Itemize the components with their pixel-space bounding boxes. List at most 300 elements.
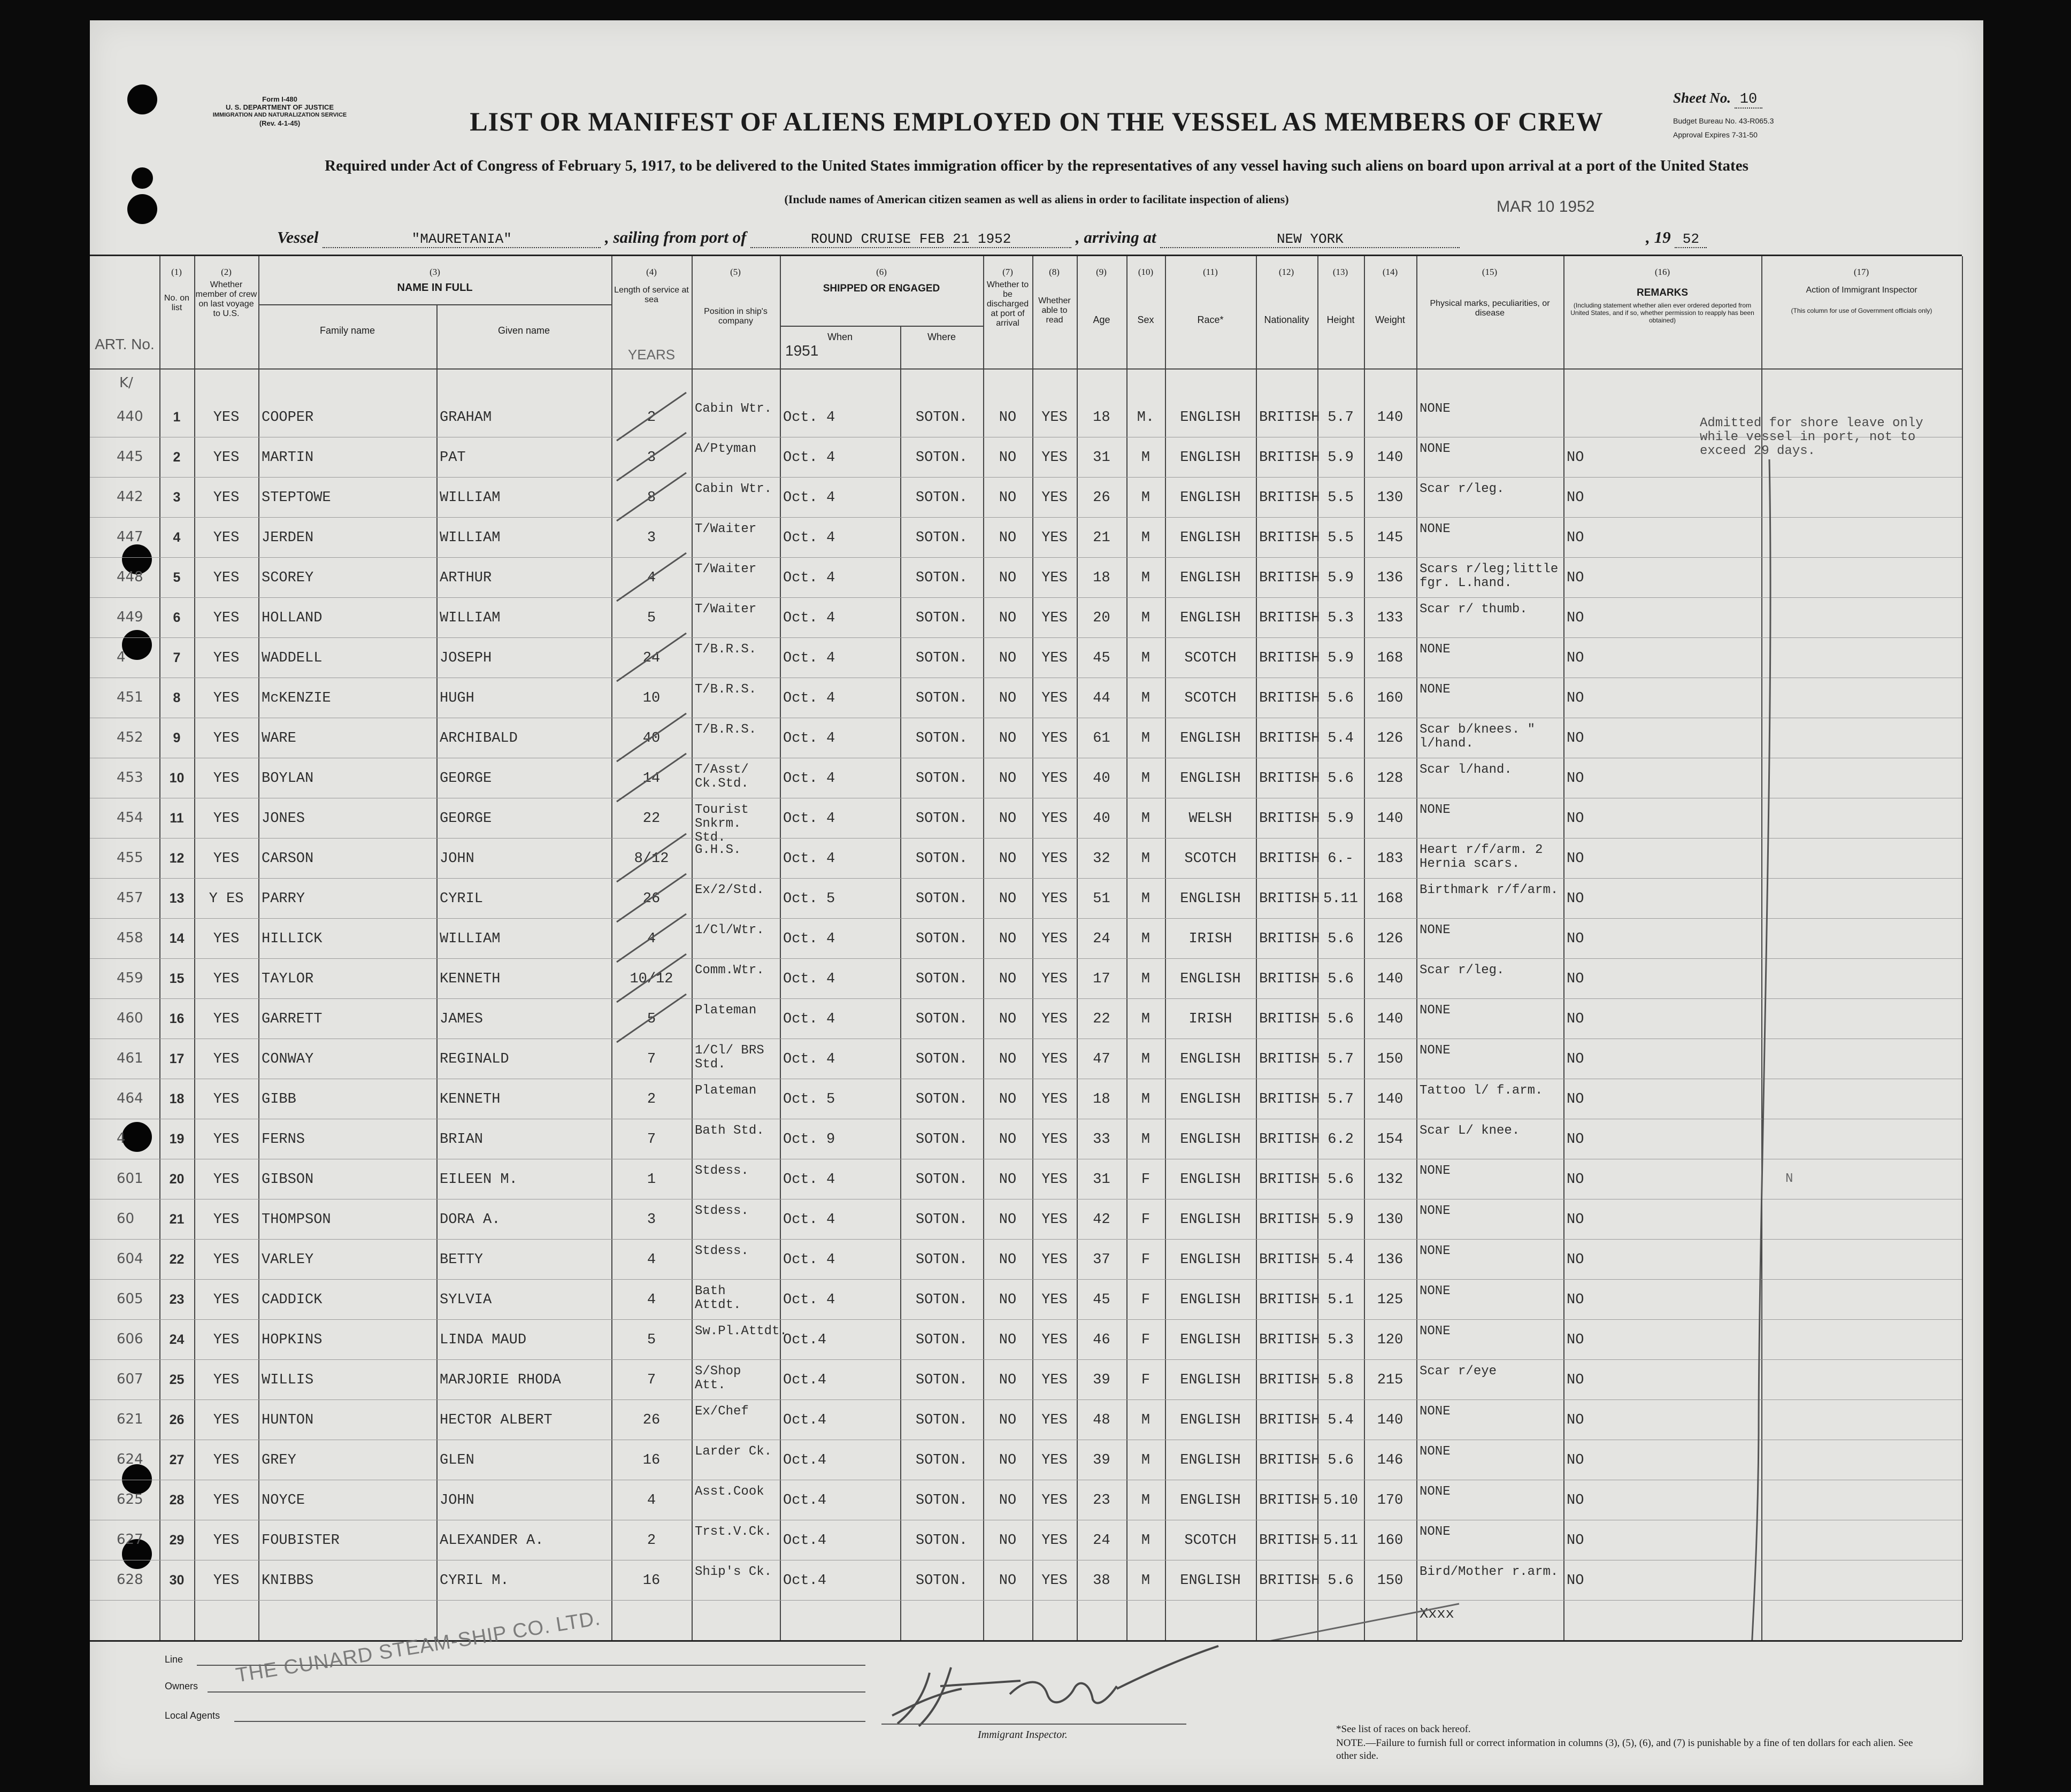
cell-age: 44 [1093,690,1110,706]
art-number: 440 [117,409,143,425]
cell-family: McKENZIE [262,690,331,706]
cell-service: 4 [647,931,656,947]
cell-no: 17 [169,1051,185,1066]
cell-sex: M [1141,771,1150,787]
table-row [90,1280,1962,1320]
cell-no: 28 [169,1493,185,1508]
cell-remarks: NO [1567,811,1584,827]
cell-sex: M [1141,1091,1150,1107]
column-header: Position in ship's company [704,307,768,326]
column-header: Length of service at sea [614,286,689,304]
cell-service: 4 [647,1292,656,1308]
cell-voy: YES [213,1172,240,1188]
cell-voy: YES [213,1332,240,1348]
cell-where: SOTON. [915,771,968,787]
cell-position: Larder Ck. [695,1444,772,1459]
cell-no: 18 [169,1091,185,1106]
cell-height: 5.9 [1328,450,1354,466]
table-row [90,919,1962,959]
cell-marks: Tattoo l/ f.arm. [1420,1083,1543,1098]
cell-nat: BRITISH [1259,1332,1320,1348]
column-number: (8) [1049,267,1060,277]
cell-sex: F [1141,1372,1150,1388]
column-number: (7) [1002,267,1013,277]
cell-marks: NONE [1420,402,1451,416]
cell-age: 38 [1093,1573,1110,1589]
column-header: When [827,332,853,342]
cell-age: 24 [1093,931,1110,947]
approval-expiry: Approval Expires 7-31-50 [1673,130,1758,139]
cell-age: 21 [1093,530,1110,546]
cell-height: 5.6 [1328,931,1354,947]
cell-where: SOTON. [915,851,968,867]
cell-remarks: NO [1567,771,1584,787]
cell-given: MARJORIE RHODA [440,1372,561,1388]
cell-marks: NONE [1420,1485,1451,1499]
cell-disch: NO [999,1452,1017,1468]
column-header: YEARS [627,347,676,363]
cell-sex: M [1141,1011,1150,1027]
art-number: 607 [117,1371,143,1387]
cell-read: YES [1041,1452,1068,1468]
cell-service: 8/12 [634,851,669,867]
cell-weight: 140 [1377,1412,1403,1428]
cell-read: YES [1041,851,1068,867]
table-row [90,1240,1962,1280]
cell-where: SOTON. [915,891,968,907]
manifest-sheet [90,20,1983,1785]
cell-read: YES [1041,1252,1068,1268]
cell-no: 2 [173,450,181,465]
cell-marks: NONE [1420,1043,1451,1058]
cell-age: 31 [1093,450,1110,466]
cell-no: 11 [170,811,184,826]
cell-nat: BRITISH [1259,1412,1320,1428]
art-number: 601 [117,1171,143,1187]
cell-height: 6.- [1328,851,1354,867]
cell-disch: NO [999,730,1017,747]
cell-service: 3 [647,1212,656,1228]
cell-weight: 130 [1377,1212,1403,1228]
cell-race: ENGLISH [1180,1051,1241,1067]
cell-race: ENGLISH [1180,971,1241,987]
cell-marks: NONE [1420,682,1451,697]
cell-family: FERNS [262,1132,305,1148]
cell-family: MARTIN [262,450,314,466]
cell-where: SOTON. [915,1172,968,1188]
cell-weight: 136 [1377,570,1403,586]
cell-nat: BRITISH [1259,1252,1320,1268]
column-number: (9) [1096,267,1107,277]
cell-weight: 130 [1377,490,1403,506]
remarks-note: Admitted for shore leave only while vessel in port, not to exceed 29 days. [1700,416,1923,458]
column-header: Age [1093,314,1110,325]
cell-height: 5.4 [1328,730,1354,747]
cell-age: 47 [1093,1051,1110,1067]
cell-marks: NONE [1420,642,1451,657]
art-number: 627 [117,1532,143,1548]
cell-where: SOTON. [915,1372,968,1388]
cell-disch: NO [999,490,1017,506]
cell-given: WILLIAM [440,610,501,626]
cell-nat: BRITISH [1259,730,1320,747]
cell-family: HOLLAND [262,610,323,626]
cell-read: YES [1041,1091,1068,1107]
cell-weight: 145 [1377,530,1403,546]
cell-weight: 140 [1377,450,1403,466]
sheet-number-label: Sheet No. [1673,90,1731,106]
cell-disch: NO [999,450,1017,466]
cell-disch: NO [999,610,1017,626]
cell-age: 45 [1093,650,1110,666]
cell-given: ARCHIBALD [440,730,518,747]
cell-remarks: NO [1567,851,1584,867]
cell-disch: NO [999,811,1017,827]
cell-remarks: NO [1567,1051,1584,1067]
cell-race: ENGLISH [1180,1172,1241,1188]
cell-disch: NO [999,971,1017,987]
art-number: 625 [117,1491,143,1508]
strike-line [1133,1604,1459,1640]
cell-age: 18 [1093,1091,1110,1107]
cell-voy: YES [213,650,240,666]
column-header: Weight [1375,314,1405,325]
vessel-label: Vessel [277,228,319,247]
cell-race: WELSH [1188,811,1232,827]
cell-where: SOTON. [915,1412,968,1428]
form-number: Form I-480 [262,95,297,103]
cell-where: SOTON. [915,1091,968,1107]
cell-weight: 133 [1377,610,1403,626]
cell-family: GIBB [262,1091,296,1107]
cell-when: Oct.4 [783,1573,827,1589]
art-number: 451 [117,689,143,705]
cell-no: 7 [173,650,181,665]
cell-when: Oct.4 [783,1372,827,1388]
cell-age: 17 [1093,971,1110,987]
cell-remarks: NO [1567,1172,1584,1188]
cell-height: 5.6 [1328,971,1354,987]
cell-position: Comm.Wtr. [695,963,764,978]
cell-race: IRISH [1188,931,1232,947]
cell-nat: BRITISH [1259,1011,1320,1027]
cell-marks: NONE [1420,1003,1451,1018]
cell-where: SOTON. [915,1332,968,1348]
cell-voy: YES [213,931,240,947]
cell-when: Oct. 4 [783,650,835,666]
vessel-name: "MAURETANIA" [323,231,601,248]
table-row [90,1401,1962,1441]
cell-read: YES [1041,771,1068,787]
cell-family: TAYLOR [262,971,314,987]
cell-marks: NONE [1420,1404,1451,1419]
cell-position: A/Ptyman [695,442,757,456]
column-number: (1) [171,267,182,277]
cell-service: 3 [647,450,656,466]
cell-weight: 140 [1377,811,1403,827]
cell-sex: M [1141,730,1150,747]
cell-family: KNIBBS [262,1573,314,1589]
cell-remarks: NO [1567,1533,1584,1549]
cell-marks: NONE [1420,522,1451,536]
cell-position: Tourist Snkrm. Std. [695,803,749,845]
cell-race: ENGLISH [1180,570,1241,586]
crew-table [90,255,1962,1642]
cell-given: BETTY [440,1252,484,1268]
cell-disch: NO [999,1493,1017,1509]
art-number: 452 [117,729,143,745]
table-row [90,1521,1962,1561]
column-header: ART. No. [95,336,155,352]
cell-voy: YES [213,1011,240,1027]
cell-race: SCOTCH [1184,690,1237,706]
cell-race: ENGLISH [1180,1493,1241,1509]
cell-family: PARRY [262,891,305,907]
column-number: (3) [429,267,440,277]
art-number: 453 [117,770,143,786]
cell-disch: NO [999,771,1017,787]
cell-position: Stdess. [695,1244,749,1258]
cell-position: Ex/2/Std. [695,883,764,897]
column-number: (11) [1203,267,1218,277]
cell-when: Oct. 4 [783,410,835,426]
cell-read: YES [1041,1011,1068,1027]
cell-nat: BRITISH [1259,1051,1320,1067]
cell-given: HUGH [440,690,474,706]
cell-age: 31 [1093,1172,1110,1188]
cell-nat: BRITISH [1259,410,1320,426]
cell-given: JAMES [440,1011,484,1027]
cell-read: YES [1041,1172,1068,1188]
cell-weight: 150 [1377,1051,1403,1067]
cell-sex: M [1141,690,1150,706]
cell-where: SOTON. [915,410,968,426]
cell-voy: YES [213,1372,240,1388]
cell-family: WARE [262,730,296,747]
cell-disch: NO [999,1091,1017,1107]
cell-when: Oct.4 [783,1412,827,1428]
sheet-number-value: 10 [1735,91,1762,109]
cell-voy: YES [213,490,240,506]
cell-when: Oct. 4 [783,1172,835,1188]
cell-given: WILLIAM [440,931,501,947]
column-header: (This column for use of Government officials only) [1791,307,1932,314]
cell-service: 2 [647,1533,656,1549]
cell-race: SCOTCH [1184,851,1237,867]
cell-nat: BRITISH [1259,450,1320,466]
cell-position: Trst.V.Ck. [695,1525,772,1539]
cell-weight: 120 [1377,1332,1403,1348]
cell-sex: M [1141,1452,1150,1468]
cell-height: 5.9 [1328,570,1354,586]
form-department: U. S. DEPARTMENT OF JUSTICE [226,103,334,111]
cell-voy: YES [213,530,240,546]
cell-service: 10 [642,690,661,706]
cell-position: T/Waiter [695,562,757,576]
cell-marks: NONE [1420,1284,1451,1298]
art-number: 459 [117,970,143,986]
cell-sex: M [1141,450,1150,466]
cell-age: 33 [1093,1132,1110,1148]
cell-weight: 215 [1377,1372,1403,1388]
cell-given: ARTHUR [440,570,492,586]
cell-sex: M [1141,570,1150,586]
art-number: 606 [117,1331,143,1347]
cell-given: BRIAN [440,1132,484,1148]
end-marker: Xxxx [1420,1606,1454,1622]
cell-family: SCOREY [262,570,314,586]
column-number: (14) [1382,267,1398,277]
cell-given: SYLVIA [440,1292,492,1308]
cell-where: SOTON. [915,931,968,947]
cell-sex: M [1141,1493,1150,1509]
cell-weight: 136 [1377,1252,1403,1268]
column-header: Physical marks, peculiarities, or disease [1430,299,1550,318]
cell-family: BOYLAN [262,771,314,787]
cell-remarks: NO [1567,1573,1584,1589]
column-number: (4) [646,267,657,277]
cell-race: ENGLISH [1180,1332,1241,1348]
cell-nat: BRITISH [1259,610,1320,626]
cell-weight: 140 [1377,410,1403,426]
cell-voy: YES [213,410,240,426]
cell-nat: BRITISH [1259,650,1320,666]
year-prefix: , 19 [1646,228,1671,247]
year-value: 52 [1675,231,1707,248]
cell-read: YES [1041,690,1068,706]
cell-weight: 126 [1377,931,1403,947]
cell-disch: NO [999,570,1017,586]
cell-where: SOTON. [915,1452,968,1468]
cell-given: WILLIAM [440,530,501,546]
table-row [90,398,1962,438]
cell-given: PAT [440,450,466,466]
art-number: 605 [117,1291,143,1307]
arriving-at: NEW YORK [1160,231,1460,248]
cell-voy: YES [213,570,240,586]
cell-read: YES [1041,1292,1068,1308]
cell-read: YES [1041,971,1068,987]
cell-remarks: NO [1567,610,1584,626]
cell-height: 5.11 [1323,891,1358,907]
cell-where: SOTON. [915,1292,968,1308]
cell-disch: NO [999,1172,1017,1188]
cell-sex: M [1141,1412,1150,1428]
cell-service: 3 [647,530,656,546]
table-row [90,1441,1962,1481]
cell-where: SOTON. [915,570,968,586]
art-number: 458 [117,930,143,946]
cell-age: 22 [1093,1011,1110,1027]
inspector-rule [881,1724,1186,1725]
cell-no: 16 [169,1011,185,1026]
cell-service: 5 [647,1011,656,1027]
cell-service: 5 [647,1332,656,1348]
cell-nat: BRITISH [1259,1091,1320,1107]
vessel-line [277,228,1828,248]
cell-read: YES [1041,1332,1068,1348]
cell-read: YES [1041,891,1068,907]
cell-voy: YES [213,1132,240,1148]
cell-given: GEORGE [440,771,492,787]
cell-voy: YES [213,450,240,466]
cell-voy: YES [213,811,240,827]
art-number: 621 [117,1411,143,1427]
cell-position: Cabin Wtr. [695,402,772,416]
budget-info [1673,114,1774,142]
cell-race: ENGLISH [1180,771,1241,787]
cell-nat: BRITISH [1259,1372,1320,1388]
column-number: (12) [1278,267,1294,277]
cell-family: FOUBISTER [262,1533,340,1549]
cell-service: 2 [647,1091,656,1107]
table-row [90,438,1962,478]
cell-when: Oct. 4 [783,931,835,947]
cell-family: GREY [262,1452,296,1468]
cell-height: 5.7 [1328,1091,1354,1107]
cell-family: JONES [262,811,305,827]
cell-service: 2 [647,410,656,426]
cell-remarks: NO [1567,1252,1584,1268]
cell-family: STEPTOWE [262,490,331,506]
cell-voy: YES [213,1493,240,1509]
cell-height: 5.9 [1328,650,1354,666]
cell-service: 10/12 [630,971,673,987]
column-header: Sex [1137,314,1154,325]
cell-no: 23 [169,1292,185,1307]
cell-when: Oct. 9 [783,1132,835,1148]
art-number: 447 [117,529,143,545]
cell-disch: NO [999,1292,1017,1308]
cell-family: THOMPSON [262,1212,331,1228]
art-number: 454 [117,810,143,826]
art-number: 628 [117,1572,143,1588]
cell-position: T/B.R.S. [695,642,757,657]
cell-height: 5.9 [1328,811,1354,827]
column-header: Action of Immigrant Inspector [1806,286,1917,295]
cell-given: EILEEN M. [440,1172,518,1188]
cell-position: Plateman [695,1083,757,1098]
art-number: 4 [117,649,126,665]
cell-nat: BRITISH [1259,1533,1320,1549]
cell-read: YES [1041,931,1068,947]
cell-family: WADDELL [262,650,323,666]
cell-sex: M. [1137,410,1155,426]
column-header: Nationality [1264,314,1309,325]
cell-marks: Scar r/eye [1420,1364,1497,1379]
cell-disch: NO [999,410,1017,426]
cell-position: Bath Std. [695,1124,764,1138]
cell-service: 4 [647,570,656,586]
table-row [90,1080,1962,1120]
cell-weight: 170 [1377,1493,1403,1509]
cell-family: HILLICK [262,931,323,947]
cell-when: Oct. 4 [783,610,835,626]
cell-service: 8 [647,490,656,506]
table-row [90,999,1962,1040]
cell-family: CARSON [262,851,314,867]
cell-when: Oct. 4 [783,771,835,787]
column-number: (6) [876,267,887,277]
column-number: (15) [1482,267,1498,277]
cell-voy: YES [213,1292,240,1308]
art-number: 455 [117,850,143,866]
column-header: Height [1326,314,1355,325]
cell-remarks: NO [1567,1091,1584,1107]
cell-read: YES [1041,1573,1068,1589]
cell-no: 21 [169,1212,185,1227]
cell-family: HOPKINS [262,1332,323,1348]
